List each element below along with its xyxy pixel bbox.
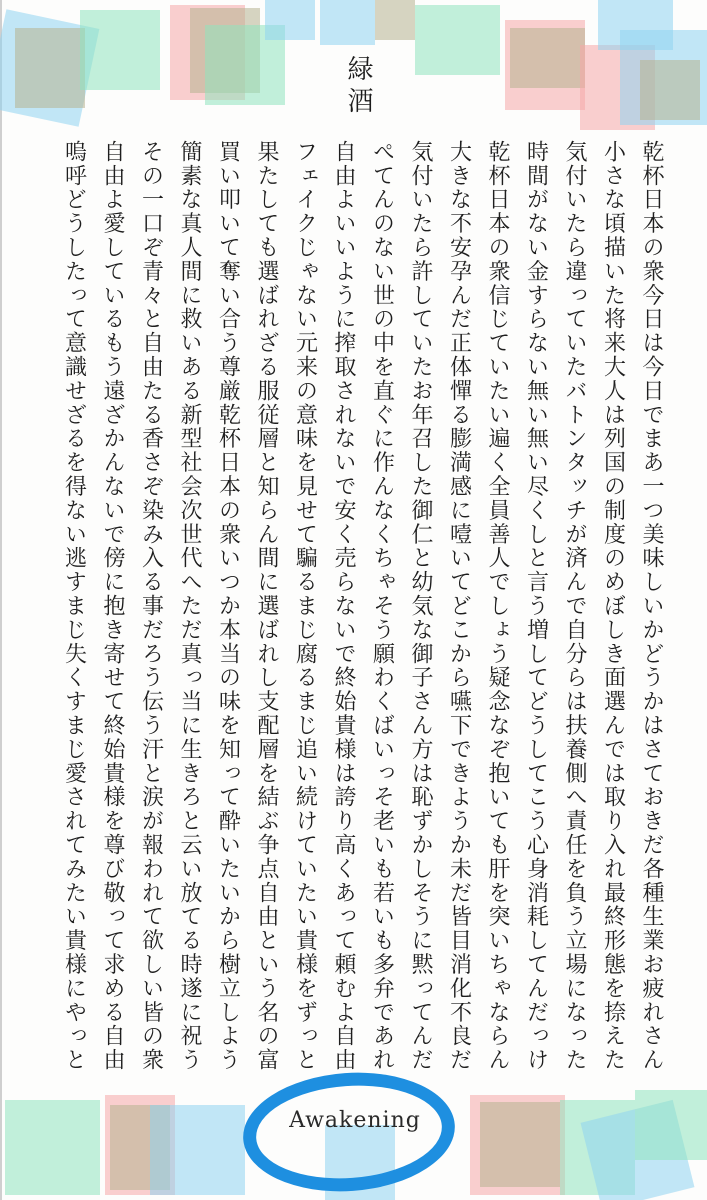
- deco-square: [5, 1100, 100, 1195]
- lyric-line: 乾杯日本の衆信じていたい遍く全員善人でしょう疑念なぞ抱いても肝を突いちゃならん: [485, 140, 510, 1073]
- lyric-line: 果たしても選ばれざる服従層と知らん間に選ばれし支配層を結ぶ争点自由という名の富: [254, 140, 279, 1073]
- lyric-line: フェイクじゃない元来の意味を見せて騙るまじ腐るまじ追い続けていたい貴様をずっと: [292, 140, 318, 1073]
- lyric-line: 嗚呼どうしたって意識せざるを得ない逃すまじ失くすまじ愛されてみたい貴様にやっと: [61, 140, 87, 1073]
- lyric-line: 時間がない金すらない無い無い尽くしと言う増してどうしてこう心身消耗してんだっけ: [523, 140, 549, 1073]
- deco-square: [375, 0, 415, 40]
- deco-square: [510, 28, 585, 88]
- footer-label: Awakening: [289, 1108, 421, 1133]
- lyric-line: 小さな頃描いた将来大人は列国の制度のめぼしき面選んでは取り入れ最終形態を捺えた: [600, 140, 626, 1073]
- deco-square: [320, 0, 375, 45]
- deco-square: [80, 10, 160, 90]
- deco-square: [635, 1090, 707, 1160]
- lyric-line: 買い叩いて奪い合う尊厳乾杯日本の衆いつか本当の味を知って酔いたいから樹立しよう: [215, 140, 241, 1073]
- lyrics-text: [50, 140, 670, 1090]
- deco-square: [415, 5, 500, 75]
- lyric-line: その一口ぞ青々と自由たる香さぞ染み入る事だろう伝う汗と涙が報われて欲しい皆の衆: [138, 140, 164, 1073]
- lyric-line: 乾杯日本の衆今日は今日でまあ一つ美味しいかどうかはさておきだ各種生業お疲れさん: [639, 140, 664, 1073]
- lyric-line: 自由よ愛しているもう遠ざかんないで傍に抱き寄せて終始貴様を尊び敬って求める自由: [100, 140, 125, 1073]
- deco-square: [480, 1102, 560, 1187]
- deco-square: [265, 0, 315, 40]
- page-title: 緑酒: [343, 55, 373, 119]
- lyric-line: 簡素な真人間に救いある新型社会次世代へただ真っ当に生きろと云い放てる時遂に祝う: [177, 140, 202, 1073]
- lyric-line: 大きな不安孕んだ正体憚る膨満感に噎いてどこから嚥下できようか未だ皆目消化不良だ: [446, 140, 472, 1073]
- lyric-line: 気付いたら違っていたバトンタッチが済んで自分らは扶養側へ責任を負う立場になった: [562, 140, 587, 1073]
- lyric-line: ぺてんのない世の中を直ぐに作んなくちゃそう願わくばいっそ老いも若いも多弁であれ: [369, 140, 395, 1073]
- lyric-line: 自由よいいように搾取されないで安く売らないで終始貴様は誇り高くあって頼むよ自由: [331, 140, 356, 1073]
- deco-square: [15, 28, 85, 108]
- page-edge: [0, 0, 2, 1200]
- deco-square: [640, 60, 700, 120]
- deco-square: [150, 1105, 245, 1195]
- lyric-line: 気付いたら許していたお年召した御仁と幼気な御子さん方は恥ずかしそうに黙ってんだ: [408, 140, 433, 1073]
